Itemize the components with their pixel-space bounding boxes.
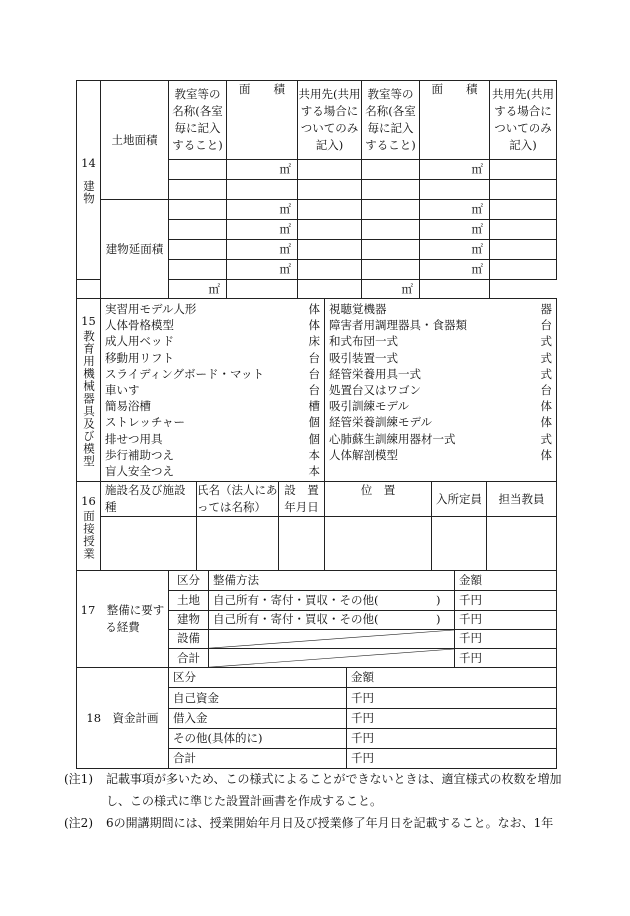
equipment-item — [105, 366, 320, 382]
floor-shared-5[interactable] — [227, 280, 298, 299]
equipment-unit: 器 — [540, 302, 553, 316]
hdr-established: 設 置年月日 — [279, 482, 325, 517]
hdr-shared-2: 共用先(共用する場合についてのみ記入) — [490, 81, 557, 160]
footnote-1-label: (注1) — [64, 772, 93, 786]
floor-room-4b[interactable] — [362, 260, 420, 280]
floor-shared-2b[interactable] — [490, 220, 557, 240]
s17-row-land: 土地 — [169, 591, 209, 610]
floor-shared-3b[interactable] — [490, 240, 557, 260]
hdr-area-1: 面 積 — [227, 81, 298, 160]
hdr-room-name-1: 教室等の名称(各室毎に記入すること) — [169, 81, 227, 160]
section-16-interview — [76, 481, 557, 571]
hdr-facility: 施設名及び施設種 — [101, 482, 197, 517]
equipment-item — [329, 333, 552, 349]
equipment-name: 心肺蘇生訓練用器材一式 — [329, 431, 456, 446]
floor-shared-1[interactable] — [298, 200, 362, 220]
equipment-name: 成人用ベッド — [105, 334, 174, 349]
s18-amount-own-funds[interactable]: 千円 — [347, 688, 557, 708]
equipment-item — [105, 301, 320, 317]
floor-room-2b[interactable] — [362, 220, 420, 240]
equipment-unit: 台 — [308, 350, 321, 365]
equipment-item — [329, 366, 552, 382]
equipment-name: 障害者用調理器具・食器類 — [329, 318, 468, 333]
land-shared-2[interactable] — [490, 160, 557, 180]
equipment-name: 吸引訓練モデル — [329, 399, 409, 414]
floor-area-1[interactable]: ㎡ — [227, 200, 298, 220]
equipment-item — [105, 382, 320, 398]
equipment-name: 人体骨格模型 — [105, 318, 174, 333]
footnote-2-label: (注2) — [64, 816, 93, 830]
s17-row-total: 合計 — [169, 649, 209, 668]
equipment-name: 経管栄養訓練モデル — [329, 415, 432, 430]
land-area-1[interactable]: ㎡ — [227, 160, 298, 180]
equipment-item — [105, 463, 320, 479]
s18-hdr-amount: 金額 — [347, 668, 557, 688]
equipment-unit: 個 — [308, 431, 321, 446]
s15-label-cell — [77, 299, 101, 482]
floor-room-3b[interactable] — [362, 240, 420, 260]
floor-shared-2[interactable] — [298, 220, 362, 240]
equipment-name: 人体解剖模型 — [329, 447, 399, 462]
established-cell[interactable] — [279, 517, 325, 571]
s18-amount-total[interactable]: 千円 — [347, 748, 557, 768]
equipment-right-list — [325, 299, 557, 482]
equipment-unit: 個 — [308, 415, 321, 430]
equipment-item — [329, 414, 552, 430]
equipment-unit: 台 — [308, 366, 321, 381]
equipment-unit: 台 — [540, 318, 553, 333]
s17-title: 17 整備に要する経費 — [77, 571, 169, 668]
section-15-equipment — [76, 298, 557, 482]
s14-title: 建物 — [82, 180, 96, 205]
floor-room-2[interactable] — [169, 220, 227, 240]
equipment-unit: 槽 — [308, 399, 321, 414]
s17-hdr-class: 区分 — [169, 571, 209, 591]
s17-row-building: 建物 — [169, 610, 209, 629]
s17-amount-equipment[interactable]: 千円 — [455, 629, 557, 648]
equipment-unit: 本 — [308, 447, 321, 462]
s14-label-cell — [77, 81, 101, 280]
equipment-name: 車いす — [105, 383, 140, 398]
land-room-2[interactable] — [362, 160, 420, 180]
equipment-item — [105, 350, 320, 366]
equipment-item — [329, 301, 552, 317]
equipment-item — [105, 414, 320, 430]
s18-row-other: その他(具体的に) — [169, 728, 347, 748]
s18-row-total: 合計 — [169, 748, 347, 768]
floor-shared-1b[interactable] — [490, 200, 557, 220]
equipment-name: 実習用モデル人形 — [105, 302, 197, 316]
equipment-name: 盲人安全つえ — [105, 464, 174, 479]
s17-amount-land[interactable]: 千円 — [455, 591, 557, 610]
footnote-1 — [64, 768, 564, 812]
s17-hdr-method: 整備方法 — [209, 571, 455, 591]
s18-amount-other[interactable]: 千円 — [347, 728, 557, 748]
capacity-cell[interactable] — [432, 517, 487, 571]
equipment-item — [105, 431, 320, 447]
equipment-name: 処置台又はワゴン — [329, 383, 422, 398]
equipment-unit: 本 — [308, 464, 321, 479]
equipment-unit: 体 — [540, 447, 553, 462]
floor-room-4[interactable] — [169, 260, 227, 280]
land-area-label: 土地面積 — [101, 81, 169, 200]
plan-form — [76, 80, 556, 764]
equipment-name: 吸引装置一式 — [329, 350, 399, 365]
equipment-unit: 式 — [540, 431, 553, 446]
floor-shared-5b[interactable] — [420, 280, 490, 299]
s18-title: 18 資金計画 — [77, 668, 169, 769]
equipment-unit: 床 — [308, 334, 321, 349]
equipment-item — [329, 431, 552, 447]
s15-number: 15 — [81, 313, 96, 328]
s17-amount-total[interactable]: 千円 — [455, 649, 557, 668]
land-room-4[interactable] — [362, 180, 420, 200]
equipment-unit: 体 — [308, 318, 321, 333]
floor-area-5[interactable]: ㎡ — [169, 280, 227, 299]
s18-row-loan: 借入金 — [169, 708, 347, 728]
footnotes — [64, 768, 564, 834]
equipment-name: 視聴覚機器 — [329, 302, 387, 316]
s18-hdr-class: 区分 — [169, 668, 347, 688]
equipment-name: スライディングボード・マット — [105, 366, 265, 381]
equipment-unit: 台 — [540, 383, 553, 398]
footnote-2 — [64, 812, 564, 834]
s17-hdr-amount: 金額 — [455, 571, 557, 591]
equipment-unit: 式 — [540, 350, 553, 365]
s16-title: 面接授業 — [82, 509, 96, 560]
land-area-4[interactable] — [420, 180, 490, 200]
land-room-3[interactable] — [169, 180, 227, 200]
equipment-name: 歩行補助つえ — [105, 447, 174, 462]
hdr-capacity: 入所定員 — [432, 482, 487, 517]
equipment-unit: 体 — [540, 415, 553, 430]
s17-row-equipment: 設備 — [169, 629, 209, 648]
s14-number: 14 — [81, 156, 96, 170]
equipment-name: 経管栄養用具一式 — [329, 366, 422, 381]
floor-room-5[interactable] — [77, 280, 101, 299]
s17-amount-building[interactable]: 千円 — [455, 610, 557, 629]
equipment-unit: 式 — [540, 334, 553, 349]
hdr-teacher: 担当教員 — [487, 482, 557, 517]
equipment-name: 移動用リフト — [105, 350, 174, 365]
equipment-item — [105, 333, 320, 349]
land-shared-4[interactable] — [490, 180, 557, 200]
equipment-item — [105, 317, 320, 333]
s17-method-land[interactable]: 自己所有・寄付・買収・その他( ) — [209, 591, 455, 610]
equipment-item — [329, 350, 552, 366]
floor-shared-3[interactable] — [298, 240, 362, 260]
equipment-unit: 体 — [540, 399, 553, 414]
equipment-item — [329, 317, 552, 333]
hdr-location: 位 置 — [325, 482, 432, 517]
s16-label-cell — [77, 482, 101, 571]
equipment-item — [105, 398, 320, 414]
hdr-shared-1: 共用先(共用する場合についてのみ記入) — [298, 81, 362, 160]
s16-number: 16 — [81, 493, 96, 508]
floor-room-1[interactable] — [169, 200, 227, 220]
s15-title: 教育用機械器具及び模型 — [82, 329, 96, 468]
floor-room-5b[interactable] — [298, 280, 362, 299]
floor-area-4[interactable]: ㎡ — [227, 260, 298, 280]
equipment-left-list — [101, 299, 325, 482]
footnote-2-text: 6の開講期間には、授業開始年月日及び授業修了年月日を記載すること。なお、1年 — [106, 816, 554, 830]
equipment-item — [105, 447, 320, 463]
diagonal-strike — [209, 649, 454, 667]
facility-cell[interactable] — [101, 517, 197, 571]
footnote-1-text: 記載事項が多いため、この様式によることができないときは、適宜様式の枚数を増加し、この様式に準じた設置計画書を作成すること。 — [106, 772, 562, 808]
equipment-name: ストレッチャー — [105, 415, 186, 430]
equipment-item — [329, 382, 552, 398]
s17-method-building[interactable]: 自己所有・寄付・買収・その他( ) — [209, 610, 455, 629]
diagonal-strike — [209, 630, 454, 648]
land-room-1[interactable] — [169, 160, 227, 180]
section-14-building — [76, 80, 557, 299]
owner-cell[interactable] — [197, 517, 279, 571]
section-17-costs — [76, 570, 557, 668]
floor-room-3[interactable] — [169, 240, 227, 260]
section-18-funding — [76, 667, 557, 769]
equipment-name: 和式布団一式 — [329, 334, 399, 349]
hdr-area-2: 面 積 — [420, 81, 490, 160]
equipment-unit: 体 — [308, 302, 321, 316]
land-area-3[interactable] — [227, 180, 298, 200]
hdr-room-name-2: 教室等の名称(各室毎に記入すること) — [362, 81, 420, 160]
floor-area-3b[interactable]: ㎡ — [420, 240, 490, 260]
s17-method-total-struck — [209, 649, 455, 668]
equipment-name: 簡易浴槽 — [105, 399, 151, 414]
teacher-cell[interactable] — [487, 517, 557, 571]
floor-area-2[interactable]: ㎡ — [227, 220, 298, 240]
land-shared-3[interactable] — [298, 180, 362, 200]
land-shared-1[interactable] — [298, 160, 362, 180]
floor-room-1b[interactable] — [362, 200, 420, 220]
equipment-unit: 式 — [540, 366, 553, 381]
s18-row-own-funds: 自己資金 — [169, 688, 347, 708]
land-area-2[interactable]: ㎡ — [420, 160, 490, 180]
floor-area-3[interactable]: ㎡ — [227, 240, 298, 260]
equipment-unit: 台 — [308, 383, 321, 398]
floor-area-1b[interactable]: ㎡ — [420, 200, 490, 220]
s18-amount-loan[interactable]: 千円 — [347, 708, 557, 728]
floor-area-5b[interactable]: ㎡ — [362, 280, 420, 299]
equipment-item — [329, 447, 552, 463]
s17-method-equipment-struck — [209, 629, 455, 648]
floor-shared-4[interactable] — [298, 260, 362, 280]
equipment-item — [329, 398, 552, 414]
equipment-name: 排せつ用具 — [105, 431, 163, 446]
floor-area-2b[interactable]: ㎡ — [420, 220, 490, 240]
location-cell[interactable] — [325, 517, 432, 571]
hdr-owner: 氏名（法人にあっては名称） — [197, 482, 279, 517]
floor-shared-4b[interactable] — [490, 260, 557, 280]
floor-area-label: 建物延面積 — [101, 200, 169, 299]
floor-area-4b[interactable]: ㎡ — [420, 260, 490, 280]
